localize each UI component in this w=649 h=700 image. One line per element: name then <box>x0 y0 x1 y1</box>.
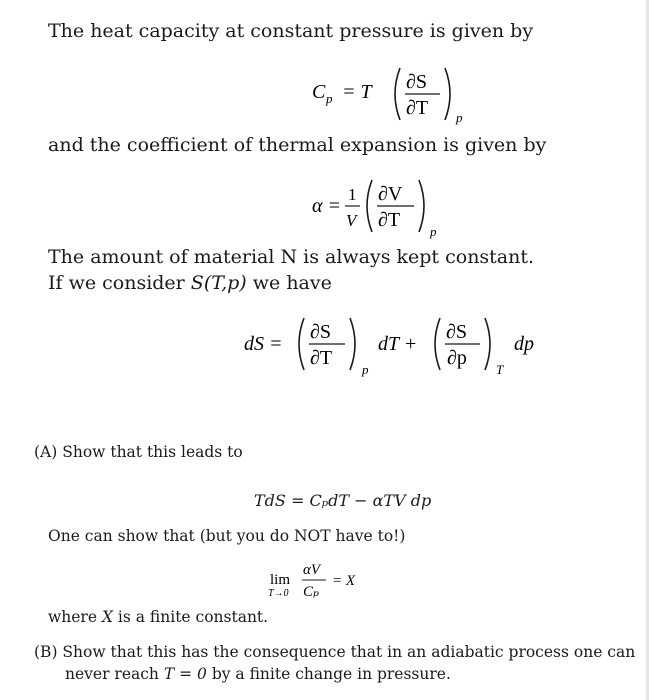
limit-num: αV <box>303 562 321 578</box>
cp-sub: p <box>456 110 463 125</box>
intro-thermal-expansion: and the coefficient of thermal expansion is given by <box>48 134 547 156</box>
ds-mid: dT + <box>378 333 418 355</box>
ds-t1-right-paren <box>350 318 355 370</box>
ds-end: dp <box>514 333 534 355</box>
ds-t1-den: ∂T <box>310 347 333 369</box>
where-x-text <box>48 608 268 626</box>
alpha-sub: p <box>430 224 437 239</box>
consider-s-text <box>48 272 332 294</box>
alpha-frac-num: 1 <box>348 185 357 204</box>
alpha-den: ∂T <box>378 209 401 231</box>
cp-eq-t: = T <box>342 81 372 103</box>
cp-equation <box>312 64 482 133</box>
consider-suffix: we have <box>246 272 332 294</box>
alpha-frac-den: V <box>346 211 357 230</box>
part-b-line-2 <box>65 665 451 683</box>
ds-t1-sub: p <box>362 362 369 377</box>
ds-lhs: dS = <box>244 333 283 355</box>
cp-right-paren <box>445 68 450 120</box>
part-b-expr: T = 0 <box>163 665 207 683</box>
limit-rhs: = X <box>332 573 356 589</box>
part-b-prefix: never reach <box>65 665 164 683</box>
constant-material-text: The amount of material N is always kept constant. <box>48 246 535 268</box>
alpha-left-paren <box>367 180 372 232</box>
ds-t2-den: ∂p <box>447 347 467 369</box>
where-var: X <box>101 608 113 626</box>
ds-t2-right-paren <box>485 318 490 370</box>
part-b-suffix: by a finite change in pressure. <box>206 665 451 683</box>
alpha-right-paren <box>419 180 424 232</box>
cp-lhs: C <box>312 81 326 103</box>
cp-lhs-sub: p <box>326 91 333 106</box>
note-text: One can show that (but you do NOT have to!) <box>48 527 406 545</box>
alpha-num: ∂V <box>378 183 403 205</box>
tds-equation: TdS = CₚdT − αTV dp <box>254 491 432 510</box>
consider-prefix: If we consider <box>48 272 191 294</box>
part-b-line-1: (B) Show that this has the consequence that in an adiabatic process one can <box>34 643 636 661</box>
alpha-lhs: α = <box>312 195 341 217</box>
where-prefix: where <box>48 608 102 626</box>
limit-den: Cₚ <box>303 584 320 600</box>
ds-equation <box>244 314 554 383</box>
ds-t1-num: ∂S <box>310 321 332 343</box>
intro-heat-capacity: The heat capacity at constant pressure is given by <box>48 20 534 42</box>
ds-t2-left-paren <box>435 318 440 370</box>
part-a-label: (A) Show that this leads to <box>34 443 243 461</box>
ds-t1-left-paren <box>299 318 304 370</box>
s-of-t-p: S(T,p) <box>190 272 247 294</box>
cp-left-paren <box>395 68 400 120</box>
cp-den: ∂T <box>406 97 429 119</box>
alpha-equation <box>312 176 482 245</box>
where-suffix: is a finite constant. <box>112 608 269 626</box>
cp-num: ∂S <box>406 71 428 93</box>
limit-under: T→0 <box>268 588 289 599</box>
ds-t2-num: ∂S <box>446 321 468 343</box>
limit-equation <box>270 556 380 611</box>
limit-lim: lim <box>270 572 291 588</box>
ds-t2-sub: T <box>496 362 504 377</box>
